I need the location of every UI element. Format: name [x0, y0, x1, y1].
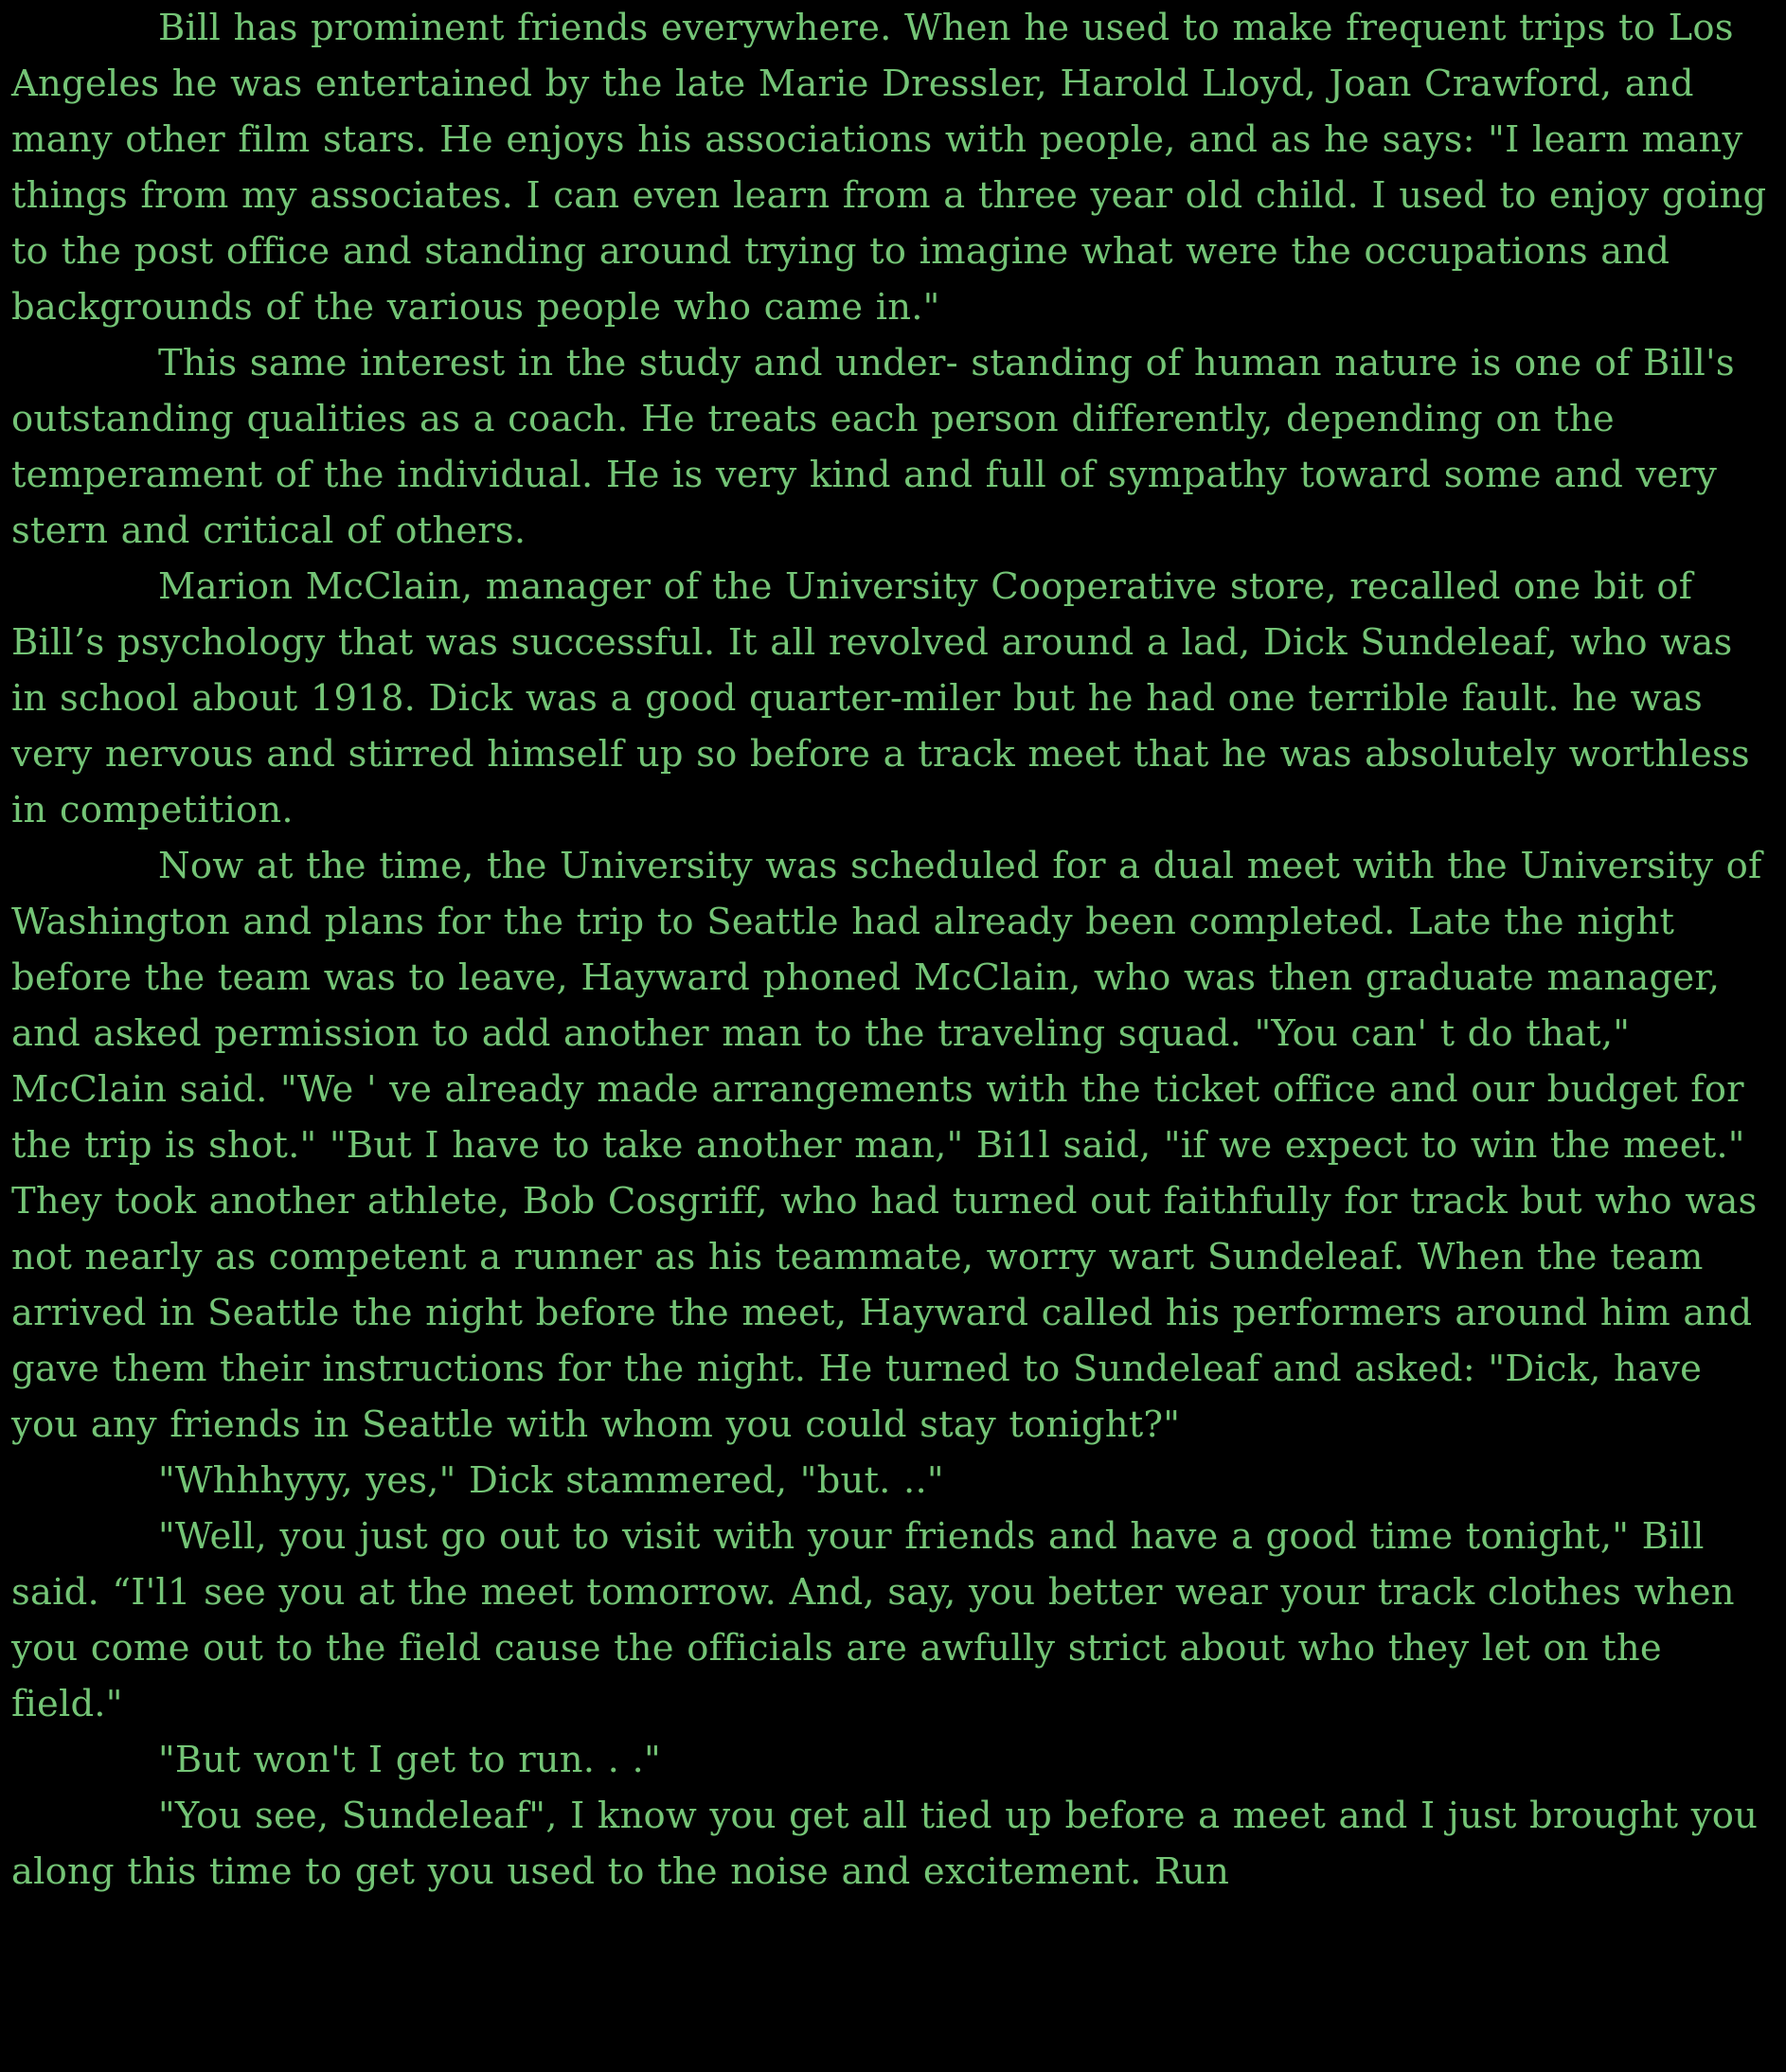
paragraph: "But won't I get to run. . ." — [158, 1739, 661, 1781]
paragraph: "You see, Sundeleaf", I know you get all tied up before a meet and I just brought you along this time to get you used to the noise and excitement. Run — [11, 1795, 1759, 1893]
paragraph: Bill has prominent friends everywhere. When he used to make frequent trips to Los Angeles he was entertained by the late Marie Dressler, Harold Lloyd, Joan Crawford, and many other film stars. He enjoys his associations with people, and as he says: "I learn many things from my associates. I can even learn from a three year old child. I used to enjoy going to the post office and standing around trying to imagine what were the occupations and backgrounds of the various people who came in." — [11, 7, 1767, 329]
paragraph: This same interest in the study and under- standing of human nature is one of Bill's outstanding qualities as a coach. He treats each person differently, depending on the temperament of the individual. He is very kind and full of sympathy toward some and very stern and critical of others. — [11, 342, 1735, 552]
paragraph: Marion McClain, manager of the University Cooperative store, recalled one bit of Bill’s psychology that was successful. It all revolved around a lad, Dick Sundeleaf, who was in school about 1918. Dick was a good quarter-miler but he had one terrible fault. he was very nervous and stirred himself up so before a track meet that he was absolutely worthless in competition. — [11, 565, 1750, 831]
paragraph: "Well, you just go out to visit with your friends and have a good time tonight," Bill said. “I'l1 see you at the meet tomorrow. And, say, you better wear your track clothes when you come out to the field cause the officials are awfully strict about who they let on the field." — [11, 1515, 1735, 1725]
paragraph: Now at the time, the University was scheduled for a dual meet with the University of Washington and plans for the trip to Seattle had already been completed. Late the night before the team was to leave, Hayward phoned McClain, who was then graduate manager, and asked permission to add another man to the traveling squad. "You can' t do that," McClain said. "We ' ve already made arrangements with the ticket office and our budget for the trip is shot." "But I have to take another man," Bi1l said, "if we expect to win the meet." They took another athlete, Bob Cosgriff, who had turned out faithfully for track but who was not nearly as competent a runner as his teammate, worry wart Sundeleaf. When the team arrived in Seattle the night before the meet, Hayward called his performers around him and gave them their instructions for the night. He turned to Sundeleaf and asked: "Dick, have you any friends in Seattle with whom you could stay tonight?" — [11, 845, 1762, 1446]
paragraph: "Whhhyyy, yes," Dick stammered, "but. .." — [158, 1459, 944, 1502]
